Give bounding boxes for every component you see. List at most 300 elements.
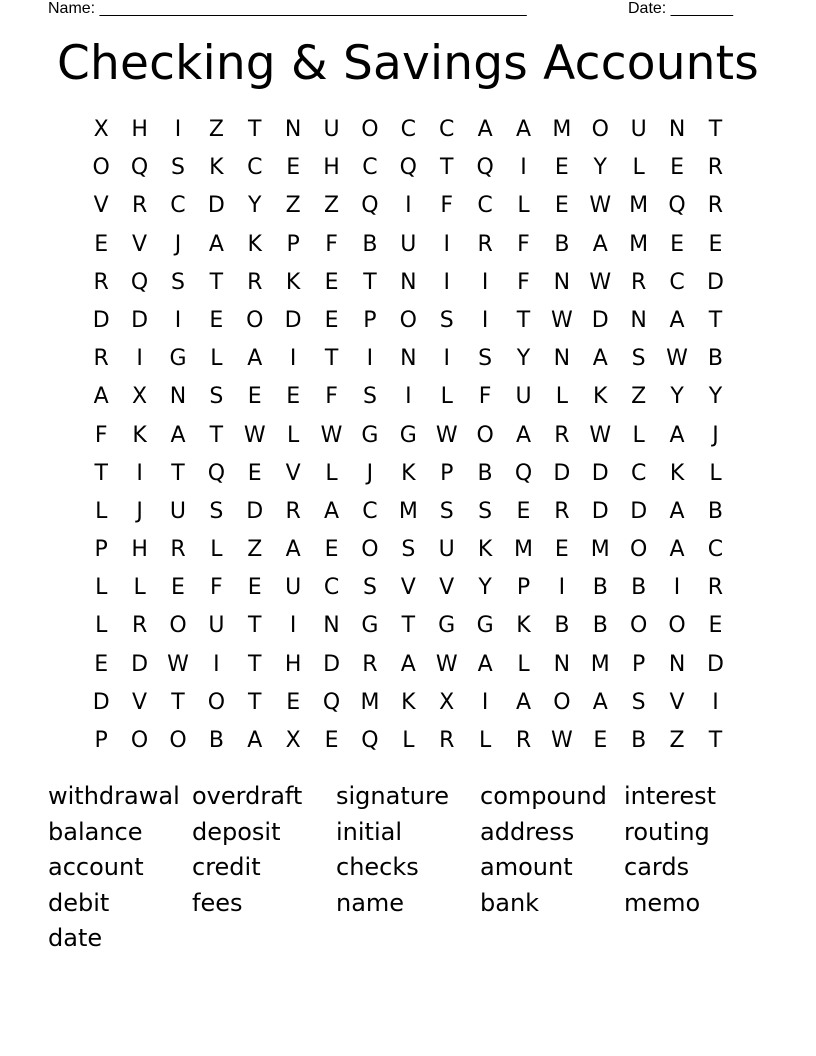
grid-letter: A: [170, 422, 186, 448]
grid-row: [82, 378, 736, 416]
grid-letter: M: [398, 498, 418, 524]
grid-letter: N: [630, 307, 647, 333]
grid-letter: E: [554, 537, 569, 563]
grid-letter: L: [478, 728, 492, 753]
grid-letter: J: [712, 422, 719, 448]
grid-letter: Q: [322, 689, 341, 715]
grid-letter: C: [170, 193, 186, 219]
grid-letter: I: [481, 307, 489, 333]
grid-letter: B: [554, 231, 570, 257]
grid-letter: F: [325, 384, 338, 410]
grid-row: [82, 722, 736, 760]
grid-letter: S: [631, 346, 646, 372]
grid-letter: Q: [361, 728, 379, 753]
grid-letter: J: [174, 231, 182, 257]
grid-letter: T: [171, 689, 185, 715]
grid-letter: W: [435, 422, 458, 448]
grid-letter: W: [589, 422, 612, 448]
grid-letter: Y: [248, 193, 262, 219]
grid-letter: C: [400, 117, 416, 142]
grid-letter: H: [131, 537, 148, 563]
grid-letter: E: [94, 231, 109, 257]
grid-letter: Q: [361, 193, 379, 219]
grid-letter: D: [92, 307, 110, 333]
grid-letter: N: [668, 651, 686, 677]
grid-letter: V: [285, 460, 301, 486]
grid-letter: M: [552, 117, 572, 142]
grid-letter: S: [631, 689, 646, 715]
grid-letter: C: [247, 155, 263, 181]
grid-letter: M: [629, 193, 649, 219]
grid-letter: Y: [516, 346, 531, 372]
grid-letter: M: [590, 537, 610, 563]
grid-letter: I: [213, 651, 220, 677]
grid-letter: E: [247, 384, 262, 410]
grid-row: [82, 417, 736, 455]
grid-letter: I: [712, 689, 719, 715]
grid-letter: A: [400, 651, 416, 677]
grid-row: [82, 646, 736, 684]
grid-letter: A: [477, 117, 493, 142]
grid-letter: O: [476, 422, 494, 448]
grid-letter: A: [247, 346, 263, 372]
grid-letter: D: [591, 460, 609, 486]
grid-letter: I: [673, 575, 681, 601]
grid-letter: D: [706, 269, 724, 295]
grid-letter: A: [669, 537, 685, 563]
grid-row: [82, 531, 736, 569]
grid-letter: R: [362, 651, 378, 677]
grid-letter: S: [478, 346, 493, 372]
grid-letter: V: [669, 689, 685, 715]
grid-letter: E: [324, 269, 339, 295]
grid-letter: F: [517, 231, 530, 257]
grid-letter: T: [324, 346, 339, 372]
grid-letter: U: [438, 537, 455, 563]
grid-letter: E: [324, 728, 339, 753]
grid-letter: V: [439, 575, 455, 601]
grid-letter: H: [131, 117, 148, 142]
grid-letter: O: [630, 613, 648, 639]
grid-letter: L: [440, 384, 453, 410]
grid-letter: T: [209, 269, 224, 295]
date-line: Date: _______: [628, 0, 733, 17]
grid-letter: I: [481, 269, 489, 295]
grid-letter: K: [132, 422, 147, 448]
grid-letter: P: [440, 460, 454, 486]
grid-letter: X: [132, 384, 148, 410]
word-bank-item: routing: [624, 817, 710, 846]
grid-letter: A: [515, 117, 532, 142]
grid-letter: D: [131, 307, 149, 333]
name-line: Name: ________________________________________________: [48, 0, 527, 17]
grid-letter: A: [93, 384, 109, 410]
grid-row: [82, 607, 736, 645]
grid-letter: B: [208, 728, 224, 753]
grid-letter: L: [95, 498, 108, 524]
grid-row: [82, 684, 736, 722]
grid-letter: I: [405, 193, 412, 219]
grid-letter: I: [136, 346, 143, 372]
grid-letter: A: [324, 498, 340, 524]
grid-letter: A: [477, 651, 493, 677]
grid-letter: Z: [208, 117, 224, 142]
grid-letter: C: [669, 269, 685, 295]
grid-letter: P: [632, 651, 646, 677]
grid-letter: R: [554, 498, 570, 524]
grid-letter: A: [515, 689, 532, 715]
grid-letter: G: [438, 613, 456, 639]
word-bank-item: initial: [336, 817, 402, 846]
grid-letter: C: [707, 537, 724, 563]
grid-letter: P: [94, 537, 108, 563]
grid-letter: Y: [593, 155, 607, 181]
grid-letter: N: [553, 269, 571, 295]
grid-letter: T: [248, 117, 262, 142]
grid-letter: O: [169, 728, 187, 753]
grid-letter: E: [593, 728, 608, 753]
grid-letter: D: [246, 498, 264, 524]
grid-letter: L: [555, 384, 569, 410]
grid-letter: F: [478, 384, 492, 410]
grid-letter: E: [286, 689, 301, 715]
grid-letter: S: [401, 537, 416, 563]
grid-letter: D: [207, 193, 225, 219]
grid-letter: L: [632, 422, 645, 448]
grid-letter: O: [668, 613, 686, 639]
grid-letter: T: [94, 460, 108, 486]
grid-letter: K: [285, 269, 301, 295]
grid-letter: E: [708, 231, 723, 257]
word-bank-item: compound: [480, 782, 607, 810]
grid-letter: R: [631, 269, 647, 295]
grid-letter: E: [286, 384, 301, 410]
grid-letter: I: [136, 460, 143, 486]
grid-letter: C: [439, 117, 455, 142]
word-bank-item: withdrawal: [48, 782, 180, 810]
grid-row: [82, 340, 736, 378]
grid-letter: F: [210, 575, 223, 601]
grid-letter: D: [553, 460, 571, 486]
grid-letter: I: [289, 346, 297, 372]
grid-letter: W: [435, 651, 458, 677]
word-bank-item: name: [336, 888, 405, 917]
grid-letter: E: [670, 155, 684, 181]
grid-letter: D: [591, 498, 609, 524]
grid-letter: K: [669, 460, 685, 486]
word-bank-item: account: [48, 853, 144, 881]
grid-letter: L: [95, 613, 108, 639]
grid-letter: S: [170, 155, 185, 181]
grid-letter: O: [169, 613, 187, 639]
grid-letter: C: [630, 460, 647, 486]
grid-letter: A: [669, 498, 685, 524]
grid-letter: L: [287, 422, 300, 448]
grid-letter: N: [668, 117, 686, 142]
grid-row: [82, 569, 736, 607]
grid-letter: M: [590, 651, 610, 677]
grid-letter: W: [551, 307, 573, 333]
grid-letter: R: [515, 728, 532, 753]
grid-letter: N: [400, 346, 417, 372]
grid-letter: G: [476, 613, 494, 639]
word-bank-item: bank: [480, 888, 540, 917]
grid-letter: U: [208, 613, 225, 639]
grid-letter: D: [131, 651, 149, 677]
grid-letter: P: [363, 307, 377, 333]
grid-letter: W: [666, 346, 688, 372]
word-bank-item: checks: [336, 853, 419, 881]
grid-letter: C: [477, 193, 493, 219]
grid-letter: Q: [130, 155, 149, 181]
grid-letter: U: [515, 384, 532, 410]
grid-letter: N: [323, 613, 340, 639]
grid-letter: K: [516, 613, 531, 639]
grid-letter: O: [553, 689, 571, 715]
grid-letter: G: [361, 613, 379, 639]
grid-letter: G: [399, 422, 417, 448]
grid-letter: S: [439, 307, 454, 333]
grid-letter: P: [516, 575, 531, 601]
grid-letter: E: [324, 307, 339, 333]
grid-row: [82, 149, 736, 187]
grid-letter: A: [515, 422, 532, 448]
grid-letter: S: [209, 384, 224, 410]
grid-letter: L: [517, 193, 530, 219]
grid-letter: O: [399, 307, 417, 333]
grid-letter: Z: [285, 193, 301, 219]
grid-letter: J: [366, 460, 374, 486]
grid-letter: E: [554, 193, 569, 219]
grid-letter: H: [323, 155, 340, 181]
grid-letter: I: [520, 155, 527, 181]
grid-letter: R: [131, 193, 148, 219]
grid-letter: W: [589, 193, 612, 219]
grid-letter: M: [514, 537, 533, 563]
grid-letter: I: [405, 384, 412, 410]
grid-letter: T: [171, 460, 185, 486]
word-bank-item: memo: [624, 888, 701, 917]
grid-row: [82, 111, 736, 149]
word-bank-item: fees: [192, 888, 243, 917]
grid-letter: O: [130, 728, 149, 753]
grid-letter: B: [592, 613, 608, 639]
grid-letter: I: [366, 346, 374, 372]
grid-letter: K: [209, 155, 224, 181]
grid-letter: Q: [668, 193, 686, 219]
grid-letter: I: [174, 117, 182, 142]
grid-letter: Z: [247, 537, 263, 563]
grid-letter: V: [93, 193, 109, 219]
grid-letter: L: [210, 537, 223, 563]
grid-letter: O: [246, 307, 264, 333]
grid-letter: F: [440, 193, 454, 219]
grid-letter: T: [516, 307, 531, 333]
grid-letter: U: [630, 117, 647, 142]
grid-letter: O: [92, 155, 110, 181]
grid-letter: I: [443, 346, 450, 372]
grid-letter: T: [248, 613, 262, 639]
grid-letter: E: [247, 575, 262, 601]
grid-letter: E: [324, 537, 339, 563]
grid-letter: E: [554, 155, 569, 181]
grid-row: [82, 302, 736, 340]
grid-letter: S: [209, 498, 224, 524]
grid-row: [82, 455, 736, 493]
grid-letter: D: [630, 498, 648, 524]
grid-letter: W: [320, 422, 343, 448]
grid-row: [82, 493, 736, 531]
grid-letter: D: [591, 307, 609, 333]
grid-letter: D: [92, 689, 110, 715]
grid-letter: Q: [399, 155, 417, 181]
grid-letter: C: [362, 498, 378, 524]
grid-letter: P: [94, 728, 108, 753]
grid-letter: X: [439, 689, 455, 715]
grid-letter: R: [707, 155, 724, 181]
grid-letter: Q: [207, 460, 226, 486]
grid-letter: E: [670, 231, 684, 257]
grid-letter: E: [286, 155, 301, 181]
word-bank-item: cards: [624, 853, 690, 881]
grid-letter: T: [248, 651, 262, 677]
grid-letter: N: [169, 384, 187, 410]
grid-letter: Z: [324, 193, 340, 219]
grid-letter: T: [439, 155, 454, 181]
grid-letter: E: [171, 575, 185, 601]
grid-letter: U: [323, 117, 340, 142]
grid-letter: B: [707, 498, 723, 524]
grid-letter: R: [131, 613, 148, 639]
grid-letter: J: [136, 498, 143, 524]
grid-letter: O: [591, 117, 609, 142]
grid-letter: R: [439, 728, 455, 753]
grid-letter: N: [400, 269, 417, 295]
grid-letter: R: [93, 346, 109, 372]
grid-letter: O: [361, 117, 379, 142]
grid-letter: W: [551, 728, 573, 753]
grid-letter: Y: [670, 384, 684, 410]
word-bank-item: interest: [624, 782, 717, 810]
grid-letter: K: [593, 384, 608, 410]
grid-letter: L: [632, 155, 645, 181]
grid-letter: T: [708, 307, 723, 333]
grid-letter: A: [592, 689, 608, 715]
grid-letter: Q: [476, 155, 494, 181]
grid-letter: R: [477, 231, 493, 257]
grid-letter: C: [362, 155, 378, 181]
grid-letter: K: [247, 231, 262, 257]
word-bank-item: balance: [48, 817, 143, 846]
grid-letter: B: [707, 346, 723, 372]
grid-letter: K: [401, 460, 416, 486]
grid-letter: S: [478, 498, 493, 524]
grid-letter: A: [285, 537, 301, 563]
grid-letter: Z: [631, 384, 647, 410]
grid-letter: E: [94, 651, 109, 677]
word-bank-item: debit: [48, 888, 110, 917]
word-bank: [48, 779, 768, 957]
grid-letter: L: [709, 460, 722, 486]
grid-letter: F: [325, 231, 338, 257]
grid-letter: Y: [478, 575, 492, 601]
grid-letter: H: [284, 651, 302, 677]
grid-letter: I: [289, 613, 297, 639]
grid-letter: T: [708, 728, 723, 753]
grid-letter: R: [707, 193, 724, 219]
grid-letter: B: [631, 575, 647, 601]
grid-letter: V: [400, 575, 416, 601]
grid-letter: L: [325, 460, 338, 486]
grid-letter: B: [631, 728, 647, 753]
word-bank-item: credit: [192, 853, 261, 881]
grid-letter: B: [362, 231, 378, 257]
grid-letter: R: [93, 269, 109, 295]
grid-letter: O: [207, 689, 226, 715]
grid-letter: F: [94, 422, 108, 448]
grid-letter: L: [517, 651, 530, 677]
grid-letter: K: [401, 689, 416, 715]
grid-letter: R: [554, 422, 570, 448]
grid-letter: A: [592, 346, 608, 372]
grid-letter: B: [554, 613, 570, 639]
grid-letter: A: [592, 231, 608, 257]
grid-letter: T: [401, 613, 416, 639]
grid-letter: V: [132, 231, 148, 257]
grid-letter: T: [209, 422, 224, 448]
grid-letter: X: [93, 117, 109, 142]
grid-letter: L: [210, 346, 223, 372]
grid-letter: I: [443, 269, 450, 295]
grid-letter: D: [706, 651, 724, 677]
grid-letter: F: [517, 269, 530, 295]
grid-letter: G: [361, 422, 379, 448]
grid-letter: A: [669, 422, 685, 448]
grid-letter: K: [477, 537, 493, 563]
grid-letter: E: [247, 460, 262, 486]
grid-letter: B: [592, 575, 608, 601]
grid-letter: I: [174, 307, 182, 333]
grid-row: [82, 226, 736, 264]
grid-letter: U: [169, 498, 187, 524]
grid-letter: A: [669, 307, 685, 333]
grid-letter: Z: [669, 728, 685, 753]
grid-letter: I: [558, 575, 566, 601]
word-bank-item: signature: [336, 782, 450, 810]
grid-letter: R: [707, 575, 724, 601]
grid-letter: O: [361, 537, 379, 563]
grid-letter: M: [360, 689, 380, 715]
grid-letter: U: [400, 231, 417, 257]
grid-letter: X: [285, 728, 301, 753]
grid-letter: T: [708, 117, 723, 142]
grid-letter: E: [209, 307, 224, 333]
grid-letter: Q: [130, 269, 149, 295]
grid-letter: N: [553, 346, 571, 372]
grid-letter: Q: [514, 460, 533, 486]
grid-letter: S: [170, 269, 185, 295]
word-bank-item: address: [480, 817, 575, 846]
grid-letter: M: [629, 231, 649, 257]
grid-letter: E: [708, 613, 723, 639]
grid-letter: O: [630, 537, 648, 563]
grid-letter: D: [284, 307, 302, 333]
grid-letter: N: [553, 651, 571, 677]
grid-letter: A: [208, 231, 224, 257]
grid-letter: R: [285, 498, 301, 524]
grid-row: [82, 187, 736, 225]
grid-letter: T: [248, 689, 262, 715]
